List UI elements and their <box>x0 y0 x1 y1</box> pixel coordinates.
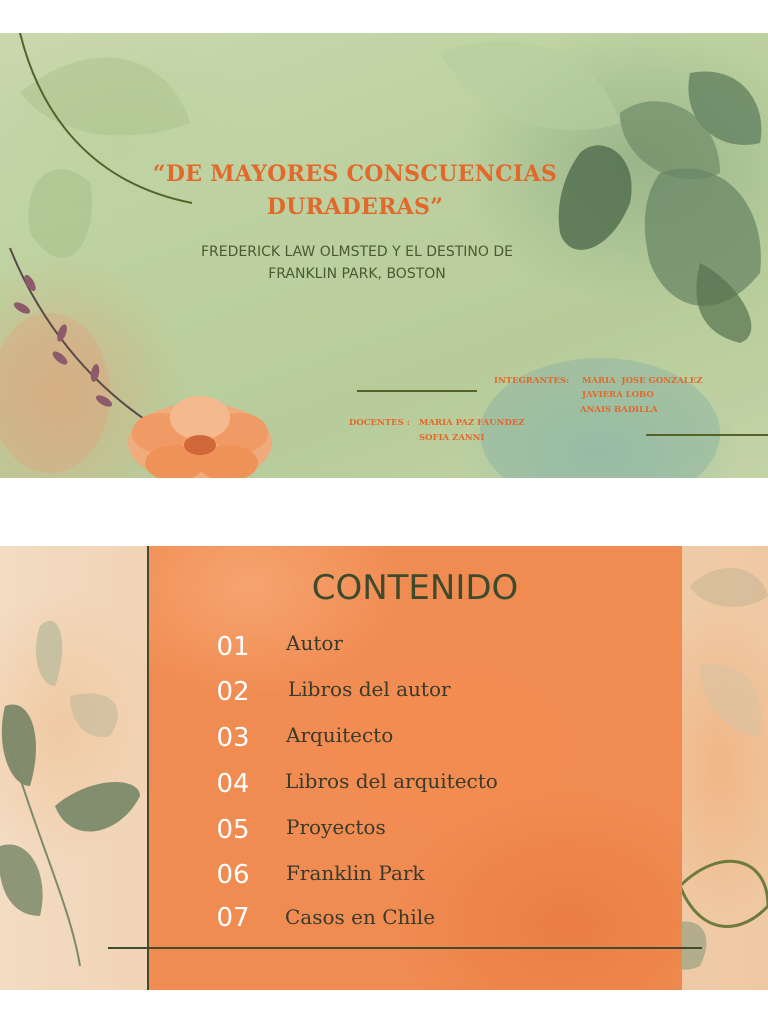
integrante-1: MARIA JOSE GONZALEZ <box>582 376 703 386</box>
integrantes-label: INTEGRANTES: <box>494 376 570 386</box>
title-line-1: “DE MAYORES CONSCUENCIAS <box>152 161 558 187</box>
integrante-2: JAVIERA LOBO <box>582 390 654 400</box>
item-label: Casos en Chile <box>285 905 436 929</box>
docente-2: SOFIA ZANNI <box>419 433 485 443</box>
subtitle-line-2: FRANKLIN PARK, BOSTON <box>268 266 446 282</box>
divider-line <box>646 434 768 436</box>
item-number: 04 <box>216 769 250 799</box>
item-number: 03 <box>216 723 250 753</box>
item-number: 07 <box>216 903 250 933</box>
item-number: 01 <box>216 632 250 662</box>
integrante-3: ANAIS BADILLA <box>580 405 658 415</box>
contents-heading: CONTENIDO <box>311 568 519 608</box>
vertical-divider <box>147 546 149 990</box>
docente-1: MARIA PAZ FAUNDEZ <box>419 418 525 428</box>
item-label: Libros del autor <box>288 677 451 701</box>
docentes-label: DOCENTES : <box>349 418 410 428</box>
item-label: Arquitecto <box>286 723 394 747</box>
item-label: Libros del arquitecto <box>285 769 498 793</box>
contents-slide <box>0 546 768 990</box>
divider-line <box>357 390 477 392</box>
item-label: Autor <box>286 631 343 655</box>
flower-illustration <box>128 396 272 478</box>
presentation-subtitle <box>0 241 714 285</box>
item-number: 05 <box>216 815 250 845</box>
item-label: Franklin Park <box>286 861 425 885</box>
presentation-title <box>0 158 710 224</box>
item-label: Proyectos <box>286 815 386 839</box>
subtitle-line-1: FREDERICK LAW OLMSTED Y EL DESTINO DE <box>200 244 513 260</box>
item-number: 02 <box>216 677 250 707</box>
item-number: 06 <box>216 860 250 890</box>
title-line-2: DURADERAS” <box>266 194 444 220</box>
title-slide <box>0 33 768 478</box>
bottom-divider <box>108 947 702 949</box>
